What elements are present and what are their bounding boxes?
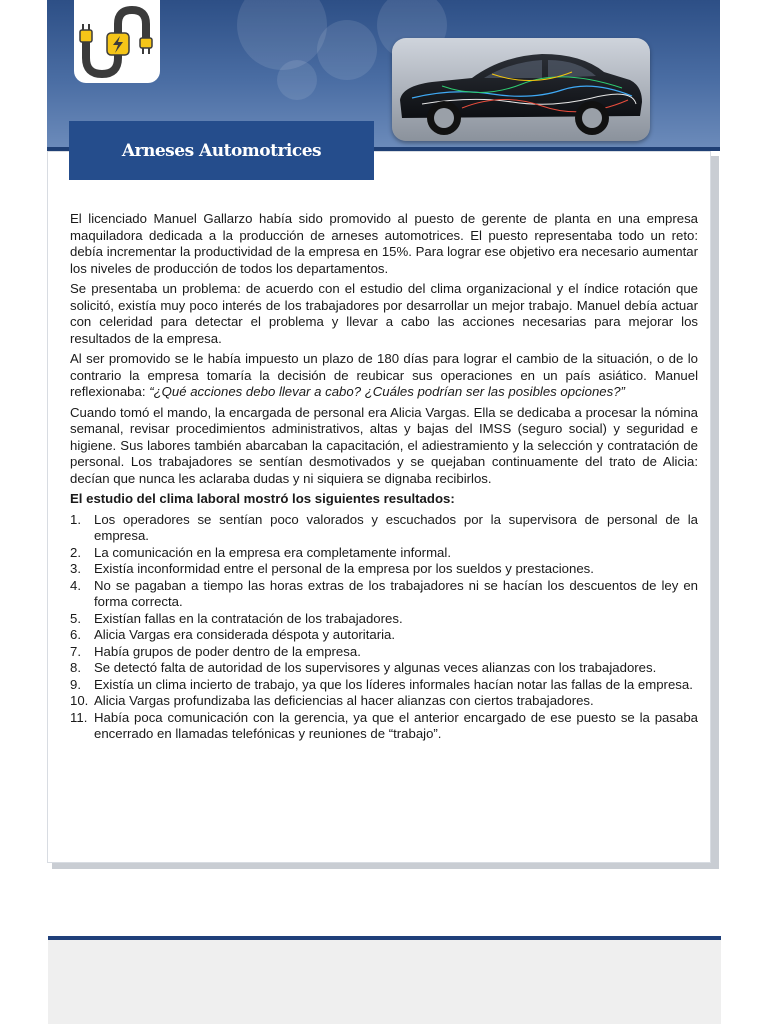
list-number: 2. — [70, 544, 81, 560]
list-item — [70, 627, 698, 644]
list-text: Los operadores se sentían poco valorados y escuchados por la supervisora de personal de la empresa. — [94, 511, 698, 543]
list-text: Existía inconformidad entre el personal de la empresa por los sueldos y prestaciones. — [94, 561, 594, 576]
bokeh-light — [317, 20, 377, 80]
page-title: Arneses Automotrices — [121, 140, 322, 161]
reflection-quote: “¿Qué acciones debo llevar a cabo? ¿Cuáles podrían ser las posibles opciones?” — [149, 384, 625, 399]
list-text: Se detectó falta de autoridad de los supervisores y algunas veces alianzas con los trabajadores. — [94, 660, 657, 675]
list-item — [70, 644, 698, 661]
list-text: Alicia Vargas profundizaba las deficiencias al hacer alianzas con ciertos trabajadores. — [94, 693, 594, 708]
list-text: Alicia Vargas era considerada déspota y autoritaria. — [94, 627, 396, 642]
list-text: La comunicación en la empresa era completamente informal. — [94, 544, 451, 560]
paragraph — [70, 351, 698, 401]
case-study-text — [70, 211, 698, 743]
list-number: 5. — [70, 610, 81, 626]
list-text: Existían fallas en la contratación de los trabajadores. — [94, 610, 403, 626]
list-text: Había poca comunicación con la gerencia, ya que el anterior encargado de ese puesto se la pasaba encerrado en llamadas telefónicas y reuniones de “trabajo”. — [94, 709, 698, 741]
list-number: 1. — [70, 511, 81, 527]
list-item — [70, 710, 698, 743]
list-number: 10. — [70, 693, 89, 708]
car-wiring-harness-illustration — [392, 38, 650, 141]
list-item — [70, 660, 698, 677]
paragraph: Se presentaba un problema: de acuerdo con el estudio del clima organizacional y el índice rotación que solicitó, existía muy poco interés de los trabajadores por desarrollar un mejor trabajo. Manuel debía actuar con celeridad para detectar el problema y llevar a cabo las acciones necesarias para mejorar los resultados de la empresa. — [70, 281, 698, 346]
car-wiring-image — [392, 38, 650, 141]
logo — [74, 0, 160, 83]
title-banner — [69, 121, 374, 180]
list-item — [70, 578, 698, 611]
list-text: Había grupos de poder dentro de la empresa. — [94, 643, 361, 659]
list-item — [70, 561, 698, 578]
list-number: 11. — [70, 709, 88, 725]
list-item — [70, 512, 698, 545]
bokeh-light — [277, 60, 317, 100]
list-number: 9. — [70, 676, 81, 692]
list-item — [70, 677, 698, 694]
results-list — [70, 512, 698, 743]
list-number: 3. — [70, 561, 81, 576]
paragraph: Cuando tomó el mando, la encargada de personal era Alicia Vargas. Ella se dedicaba a procesar la nómina semanal, revisar procedimientos administrativos, altas y bajas del IMSS (seguro social) y seguridad e higiene. Sus labores también abarcaban la capacitación, el adiestramiento y la selección y contratación de personal. Los trabajadores se sentían desmotivados y se quejaban continuamente del trato de Alicia: decían que nunca les aclaraba dudas y ni siquiera se dignaba recibirlos. — [70, 404, 698, 486]
list-number: 7. — [70, 643, 81, 659]
list-item — [70, 611, 698, 628]
footer-band — [48, 940, 721, 1024]
list-item — [70, 693, 698, 710]
paragraph: El licenciado Manuel Gallarzo había sido promovido al puesto de gerente de planta en una empresa maquiladora dedicada a la producción de arneses automotrices. El puesto representaba todo un reto: debía incrementar la productividad de la empresa en 15%. Para lograr ese objetivo era necesario aumentar los niveles de producción de todos los departamentos. — [70, 211, 698, 276]
results-heading: El estudio del clima laboral mostró los siguientes resultados: — [70, 491, 455, 506]
list-number: 4. — [70, 577, 81, 593]
list-text: Existía un clima incierto de trabajo, ya que los líderes informales hacían notar las fallas de la empresa. — [94, 676, 693, 692]
cable-plug-bolt-icon — [74, 0, 160, 83]
list-number: 6. — [70, 627, 81, 642]
list-item — [70, 545, 698, 562]
list-number: 8. — [70, 660, 81, 675]
paragraph-intro: Al ser promovido se le había impuesto un plazo de 180 días para lograr el cambio de la situación, o de lo contrario la empresa tomaría la decisión de reubicar sus operaciones en un país asiático. Manuel reflexionaba: — [70, 351, 698, 399]
bokeh-light — [237, 0, 327, 70]
list-text: No se pagaban a tiempo las horas extras de los trabajadores ni se hacían los descuentos de ley en forma correcta. — [94, 577, 698, 609]
